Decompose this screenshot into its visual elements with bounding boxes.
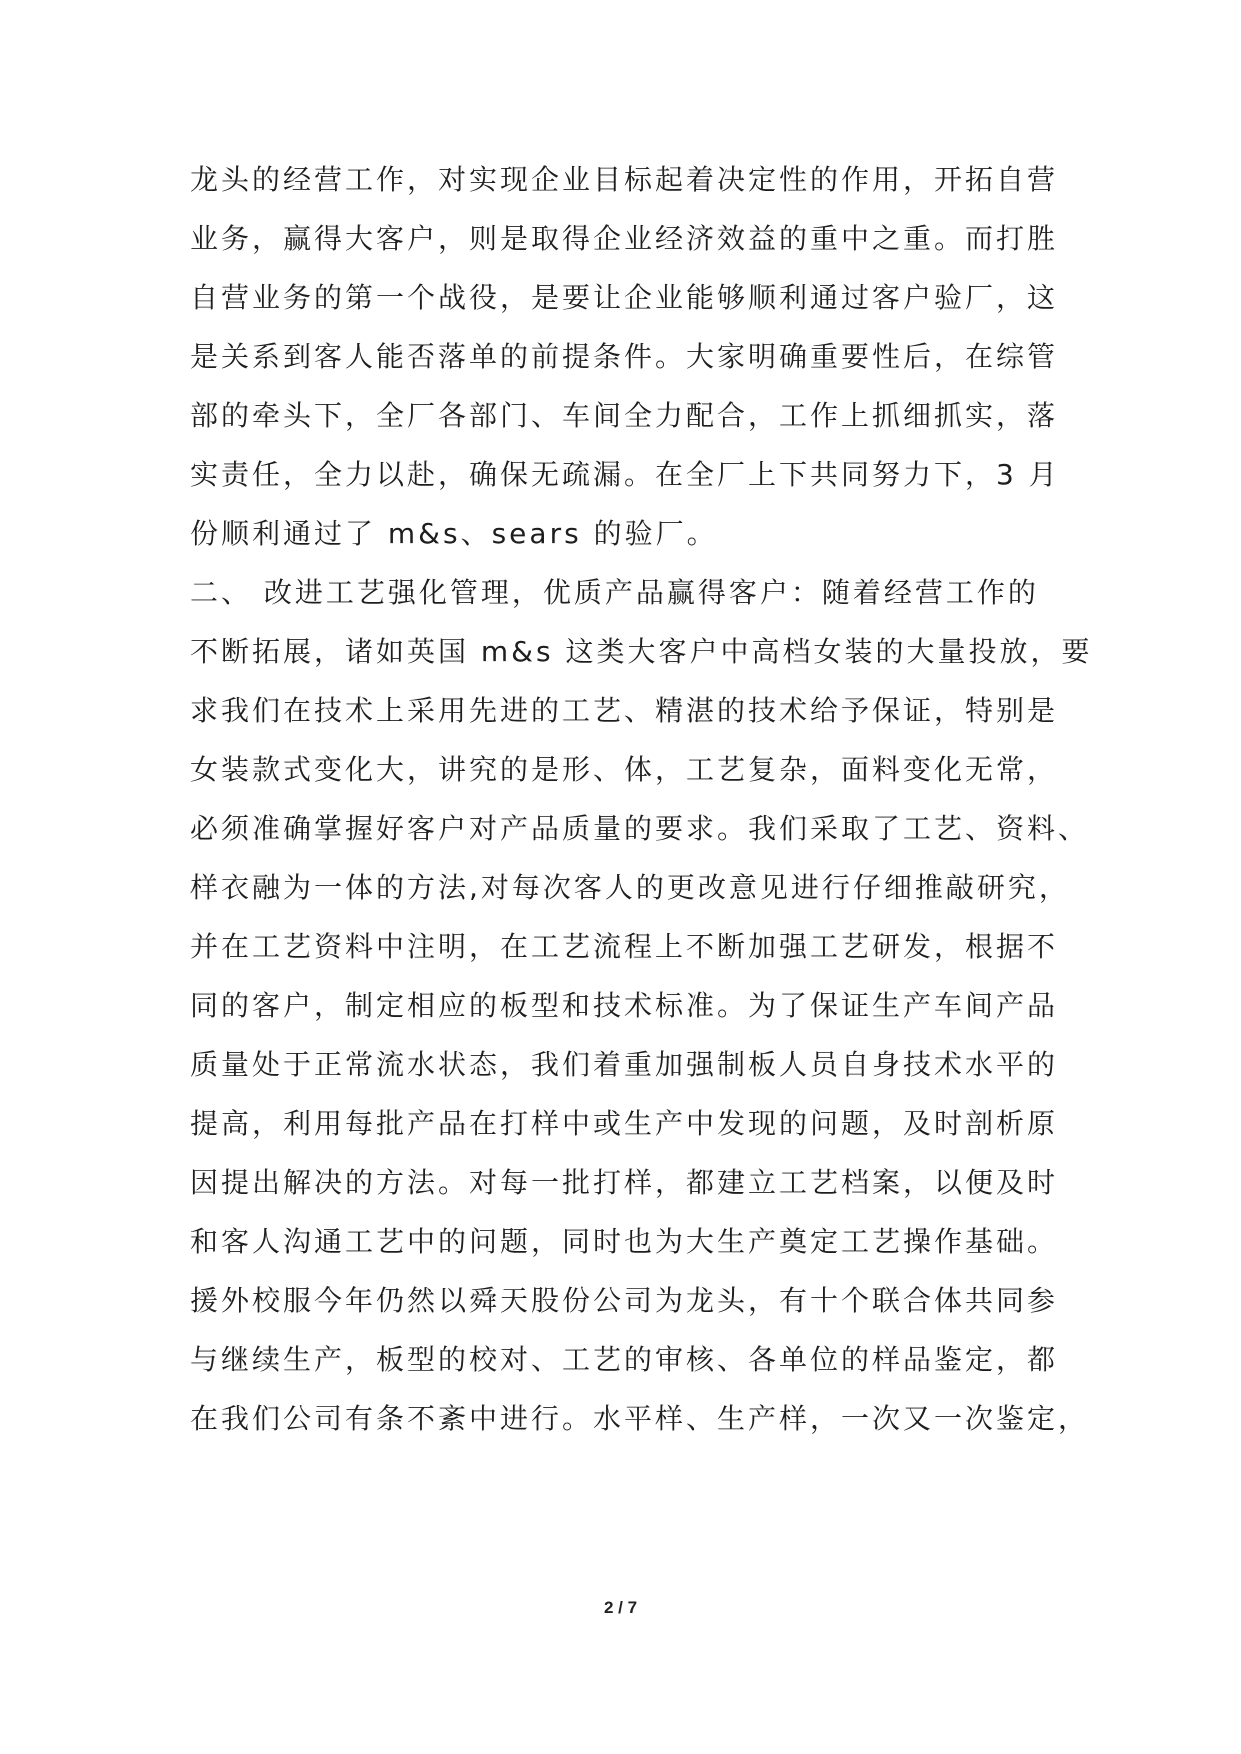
text-line: 与继续生产，板型的校对、工艺的审核、各单位的样品鉴定，都 xyxy=(190,1343,1059,1376)
text-line: 提高，利用每批产品在打样中或生产中发现的问题，及时剖析原 xyxy=(190,1107,1059,1140)
text-line: 和客人沟通工艺中的问题，同时也为大生产奠定工艺操作基础。 xyxy=(190,1225,1059,1258)
text-line: 实责任，全力以赴，确保无疏漏。在全厂上下共同努力下，3 月 xyxy=(190,458,1060,491)
text-line: 不断拓展，诸如英国 m&s 这类大客户中高档女装的大量投放，要 xyxy=(190,635,1093,668)
text-line: 质量处于正常流水状态，我们着重加强制板人员自身技术水平的 xyxy=(190,1048,1059,1081)
text-line: 求我们在技术上采用先进的工艺、精湛的技术给予保证，特别是 xyxy=(190,694,1059,727)
text-line: 在我们公司有条不紊中进行。水平样、生产样，一次又一次鉴定， xyxy=(190,1402,1090,1435)
text-line: 因提出解决的方法。对每一批打样，都建立工艺档案，以便及时 xyxy=(190,1166,1059,1199)
text-line: 女装款式变化大，讲究的是形、体，工艺复杂，面料变化无常， xyxy=(190,753,1059,786)
text-line: 是关系到客人能否落单的前提条件。大家明确重要性后，在综管 xyxy=(190,340,1059,373)
text-line: 必须准确掌握好客户对产品质量的要求。我们采取了工艺、资料、 xyxy=(190,812,1090,845)
text-line: 自营业务的第一个战役，是要让企业能够顺利通过客户验厂，这 xyxy=(190,281,1059,314)
text-line: 部的牵头下，全厂各部门、车间全力配合，工作上抓细抓实，落 xyxy=(190,399,1059,432)
text-line: 样衣融为一体的方法,对每次客人的更改意见进行仔细推敲研究， xyxy=(190,871,1070,904)
text-line: 同的客户，制定相应的板型和技术标准。为了保证生产车间产品 xyxy=(190,989,1059,1022)
text-line: 龙头的经营工作，对实现企业目标起着决定性的作用，开拓自营 xyxy=(190,163,1059,196)
text-line: 业务，赢得大客户，则是取得企业经济效益的重中之重。而打胜 xyxy=(190,222,1059,255)
page-number: 2 / 7 xyxy=(603,1598,638,1617)
section-heading-line: 二、 改进工艺强化管理，优质产品赢得客户：随着经营工作的 xyxy=(190,576,1039,609)
text-line: 并在工艺资料中注明，在工艺流程上不断加强工艺研发，根据不 xyxy=(190,930,1059,963)
document-body xyxy=(190,150,1093,1448)
text-line: 援外校服今年仍然以舜天股份公司为龙头，有十个联合体共同参 xyxy=(190,1284,1059,1317)
text-line: 份顺利通过了 m&s、sears 的验厂。 xyxy=(190,517,718,550)
